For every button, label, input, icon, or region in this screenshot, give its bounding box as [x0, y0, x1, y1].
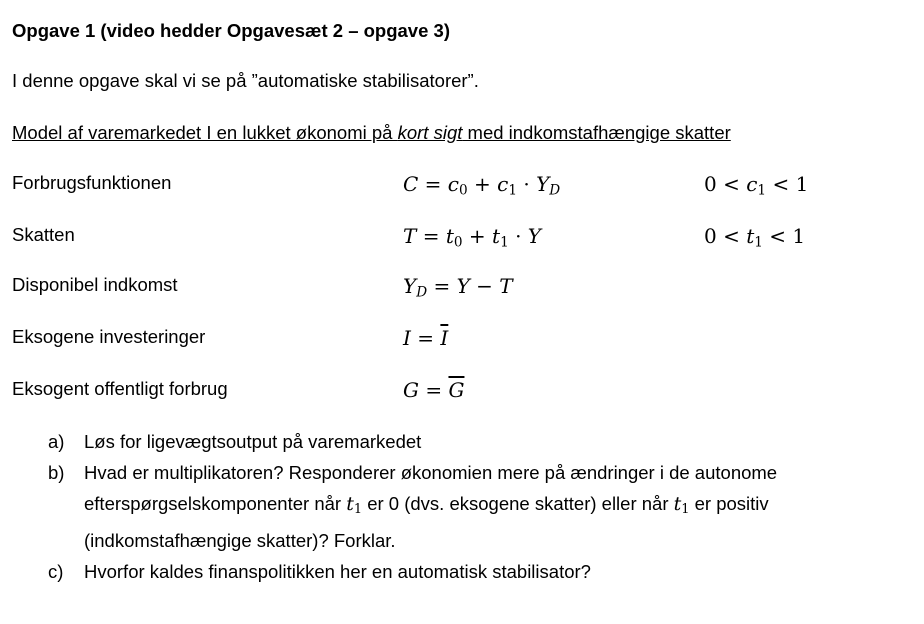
model-subtitle	[12, 122, 731, 144]
model-label: Skatten	[12, 224, 75, 245]
question-c	[0, 556, 924, 587]
question-list	[0, 426, 924, 587]
subtitle-italic: kort sigt	[397, 122, 463, 143]
investment-equation: $I = \overline{I}$	[403, 326, 449, 350]
question-a	[0, 426, 924, 457]
subtitle-part2: med indkomstafhængige skatter	[462, 122, 731, 143]
government-equation: $G = \overline{G}$	[403, 378, 465, 402]
question-text: Hvad er multiplikatoren? Responderer økonomien mere på ændringer i de autonome	[84, 462, 778, 483]
question-letter: c)	[48, 561, 64, 583]
question-text: Hvorfor kaldes finanspolitikken her en automatisk stabilisator?	[84, 561, 591, 583]
model-label: Forbrugsfunktionen	[12, 172, 172, 193]
question-letter: b)	[48, 462, 65, 483]
model-row-disposable-income	[0, 274, 924, 300]
model-row-government	[0, 378, 924, 404]
model-row-tax	[0, 224, 924, 250]
subtitle-part1: Model af varemarkedet I en lukket økonomi på	[12, 122, 398, 143]
question-text: (indkomstafhængige skatter)? Forklar.	[84, 530, 396, 552]
exercise-heading: Opgave 1 (video hedder Opgavesæt 2 – opgave 3)	[12, 20, 450, 41]
model-row-investment	[0, 326, 924, 352]
question-b	[0, 457, 924, 556]
model-label: Eksogene investeringer	[12, 326, 206, 347]
question-text: efterspørgselskomponenter når $t_1$ er 0 (dvs. eksogene skatter) eller når $t_1$ er positiv	[84, 493, 769, 518]
disposable-income-equation: YD = Y − T	[403, 274, 513, 301]
question-letter: a)	[48, 431, 65, 452]
consumption-condition: $0 < c_1 < 1$	[704, 172, 809, 199]
model-label: Eksogent offentligt forbrug	[12, 378, 228, 399]
tax-equation: $T = t_0 + t_1 \cdot Y$	[403, 224, 541, 251]
intro-text: I denne opgave skal vi se på ”automatiske stabilisatorer”.	[12, 70, 479, 91]
tax-condition: $0 < t_1 < 1$	[704, 224, 806, 251]
model-row-consumption	[0, 172, 924, 198]
consumption-equation: $C = c_0 + c_1$ · YD	[403, 172, 561, 199]
question-text: Løs for ligevægtsoutput på varemarkedet	[84, 431, 422, 452]
model-label: Disponibel indkomst	[12, 274, 178, 295]
